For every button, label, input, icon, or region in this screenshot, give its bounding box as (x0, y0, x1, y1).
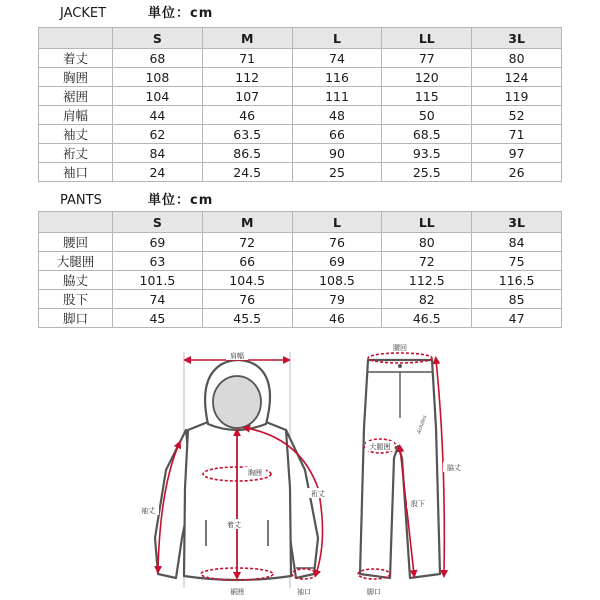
table-cell: 119 (472, 87, 562, 106)
table-row (39, 106, 562, 125)
table-cell: 104 (113, 87, 203, 106)
table-cell: 63.5 (202, 125, 292, 144)
table-cell: 46 (292, 309, 382, 328)
measurement-label: 裄丈 (39, 144, 113, 163)
label-outseam: 脇丈 (447, 464, 461, 472)
table-cell: 84 (472, 233, 562, 252)
table-cell: 24.5 (202, 163, 292, 182)
label-leg-opening: 脚口 (367, 588, 381, 596)
jacket-unit-label: 単位：cm (148, 6, 214, 21)
table-cell: 66 (292, 125, 382, 144)
table-cell: 74 (113, 290, 203, 309)
table-cell: 101.5 (113, 271, 203, 290)
table-cell: 68 (113, 49, 203, 68)
table-cell: 116 (292, 68, 382, 87)
table-cell: 79 (292, 290, 382, 309)
table-row (39, 290, 562, 309)
measurement-label: 胸囲 (39, 68, 113, 87)
size-header-3l: 3L (472, 28, 562, 49)
table-row (39, 309, 562, 328)
measurement-label: 着丈 (39, 49, 113, 68)
measurement-label: 脇丈 (39, 271, 113, 290)
table-cell: 80 (472, 49, 562, 68)
table-cell: 74 (292, 49, 382, 68)
label-cuff: 袖口 (297, 588, 311, 596)
table-row (39, 144, 562, 163)
table-cell: 69 (292, 252, 382, 271)
table-cell: 124 (472, 68, 562, 87)
table-cell: 50 (382, 106, 472, 125)
size-header-ll: LL (382, 212, 472, 233)
table-cell: 45.5 (202, 309, 292, 328)
table-cell: 46 (202, 106, 292, 125)
label-thigh: 大腿囲 (369, 443, 391, 451)
pants-size-table (38, 211, 562, 328)
table-header-row (39, 212, 562, 233)
table-cell: 90 (292, 144, 382, 163)
label-inseam: 股下 (411, 500, 425, 508)
measurement-label: 肩幅 (39, 106, 113, 125)
jacket-section-header (60, 4, 214, 24)
table-cell: 112 (202, 68, 292, 87)
table-row (39, 252, 562, 271)
table-cell: 116.5 (472, 271, 562, 290)
table-row (39, 68, 562, 87)
table-cell: 107 (202, 87, 292, 106)
table-row (39, 271, 562, 290)
table-cell: 62 (113, 125, 203, 144)
measurement-label: 袖丈 (39, 125, 113, 144)
table-cell: 111 (292, 87, 382, 106)
measurement-label: 脚口 (39, 309, 113, 328)
table-cell: 93.5 (382, 144, 472, 163)
table-cell: 75 (472, 252, 562, 271)
table-cell: 82 (382, 290, 472, 309)
table-cell: 77 (382, 49, 472, 68)
table-cell: 25 (292, 163, 382, 182)
measurement-diagram (0, 338, 600, 600)
table-cell: 69 (113, 233, 203, 252)
jacket-size-table (38, 27, 562, 182)
pants-illustration (360, 360, 440, 578)
table-cell: 104.5 (202, 271, 292, 290)
measurement-label: 腰回 (39, 233, 113, 252)
size-header-s: S (113, 212, 203, 233)
label-shoulder: 肩幅 (230, 352, 244, 360)
table-cell: 25.5 (382, 163, 472, 182)
table-row (39, 87, 562, 106)
table-cell: 71 (202, 49, 292, 68)
table-cell: 71 (472, 125, 562, 144)
header-corner (39, 212, 113, 233)
table-cell: 76 (292, 233, 382, 252)
table-row (39, 49, 562, 68)
table-cell: 66 (202, 252, 292, 271)
label-yuki: 裄丈 (311, 490, 325, 498)
table-cell: 80 (382, 233, 472, 252)
table-cell: 108.5 (292, 271, 382, 290)
table-cell: 46.5 (382, 309, 472, 328)
measurement-label: 袖口 (39, 163, 113, 182)
table-cell: 85 (472, 290, 562, 309)
pants-title: PANTS (60, 193, 102, 208)
size-header-s: S (113, 28, 203, 49)
table-cell: 26 (472, 163, 562, 182)
header-corner (39, 28, 113, 49)
table-cell: 44 (113, 106, 203, 125)
table-cell: 52 (472, 106, 562, 125)
jacket-title: JACKET (60, 6, 107, 21)
table-cell: 48 (292, 106, 382, 125)
label-waist: 腰回 (393, 344, 407, 352)
table-cell: 120 (382, 68, 472, 87)
label-sleeve: 袖丈 (141, 507, 155, 515)
measurement-label: 股下 (39, 290, 113, 309)
table-cell: 76 (202, 290, 292, 309)
label-hem: 裾囲 (230, 588, 244, 596)
table-header-row (39, 28, 562, 49)
size-header-l: L (292, 212, 382, 233)
table-cell: 68.5 (382, 125, 472, 144)
pants-unit-label: 単位：cm (148, 193, 214, 208)
table-cell: 24 (113, 163, 203, 182)
size-header-3l: 3L (472, 212, 562, 233)
measurement-label: 裾囲 (39, 87, 113, 106)
table-row (39, 163, 562, 182)
table-cell: 86.5 (202, 144, 292, 163)
size-header-m: M (202, 212, 292, 233)
label-length: 着丈 (227, 521, 241, 529)
label-chest: 胸囲 (248, 469, 262, 477)
size-header-m: M (202, 28, 292, 49)
table-row (39, 125, 562, 144)
size-header-ll: LL (382, 28, 472, 49)
size-header-l: L (292, 28, 382, 49)
svg-text:Achilles: Achilles (416, 414, 429, 435)
measurement-label: 大腿囲 (39, 252, 113, 271)
table-cell: 47 (472, 309, 562, 328)
table-cell: 108 (113, 68, 203, 87)
table-cell: 115 (382, 87, 472, 106)
table-cell: 72 (382, 252, 472, 271)
table-cell: 63 (113, 252, 203, 271)
table-cell: 84 (113, 144, 203, 163)
table-cell: 97 (472, 144, 562, 163)
table-row (39, 233, 562, 252)
table-cell: 112.5 (382, 271, 472, 290)
table-cell: 45 (113, 309, 203, 328)
pants-section-header (60, 191, 214, 211)
table-cell: 72 (202, 233, 292, 252)
